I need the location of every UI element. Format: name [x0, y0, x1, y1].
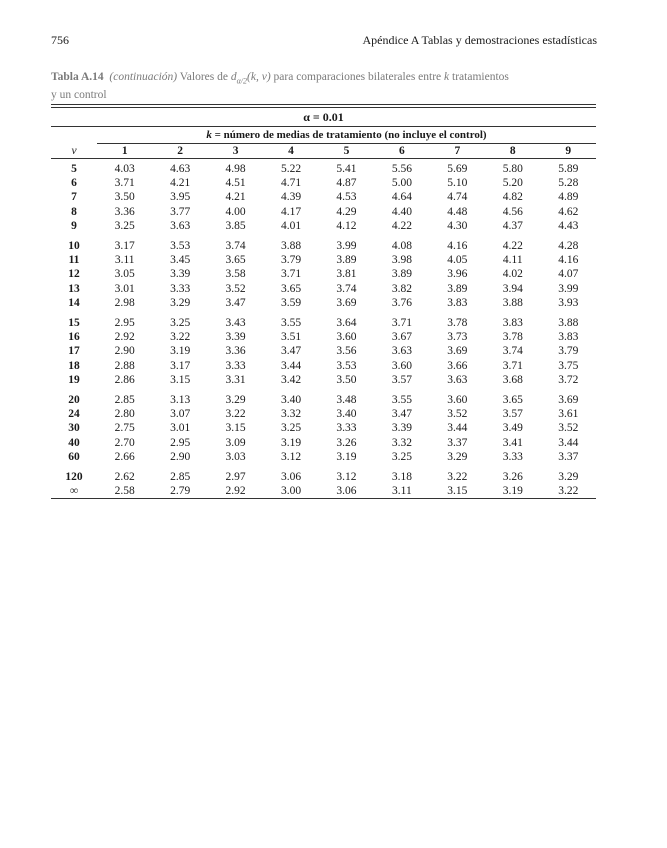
value-cell: 3.65	[225, 254, 246, 267]
row-nu-cell: 20	[68, 394, 80, 407]
value-cell: 3.19	[170, 345, 191, 358]
row-nu-cell: 6	[71, 177, 77, 190]
row-nu-cell: 11	[68, 254, 80, 267]
value-cell: 4.30	[447, 219, 468, 232]
value-cell: 3.44	[447, 422, 468, 435]
value-cell: 4.16	[447, 240, 468, 253]
value-cell: 3.33	[502, 450, 523, 463]
value-cell: 3.22	[225, 408, 246, 421]
values-grid	[51, 144, 596, 498]
value-cell: 3.13	[170, 394, 191, 407]
value-cell: 4.17	[280, 205, 302, 218]
value-cell: 3.01	[114, 282, 135, 295]
value-cell: 3.88	[558, 317, 579, 330]
value-cell: 3.94	[502, 282, 523, 295]
table-row	[51, 233, 596, 253]
value-cell: 3.50	[336, 373, 357, 386]
value-cell: 4.39	[280, 191, 302, 204]
value-cell: 3.95	[170, 191, 191, 204]
value-cell: 4.11	[502, 254, 523, 267]
value-cell: 3.60	[447, 394, 468, 407]
critical-values-table	[51, 104, 596, 499]
value-cell: 3.09	[225, 436, 246, 449]
value-cell: 2.97	[225, 471, 246, 484]
value-cell: 2.58	[114, 485, 135, 498]
value-cell: 3.59	[280, 296, 302, 309]
value-cell: 3.41	[502, 436, 523, 449]
value-cell: 3.45	[170, 254, 191, 267]
table-row	[51, 176, 596, 190]
value-cell: 3.12	[336, 471, 357, 484]
column-header: 9	[541, 144, 597, 159]
value-cell: 3.57	[502, 408, 523, 421]
caption-k-letter: k	[444, 71, 450, 83]
value-cell: 5.22	[280, 163, 302, 175]
value-cell: 3.85	[225, 219, 246, 232]
value-cell: 3.63	[447, 373, 468, 386]
value-cell: 5.69	[447, 163, 468, 175]
value-cell: 3.43	[225, 317, 246, 330]
table-row	[51, 436, 596, 450]
table-row	[51, 296, 596, 310]
value-cell: 3.55	[391, 394, 412, 407]
value-cell: 2.92	[114, 331, 135, 344]
value-cell: 2.92	[225, 485, 246, 498]
caption-symbol-args: (k, v)	[247, 71, 271, 83]
value-cell: 3.71	[502, 359, 523, 372]
value-cell: 3.89	[391, 268, 412, 281]
table-row	[51, 253, 596, 267]
value-cell: 3.11	[392, 485, 412, 498]
value-cell: 3.22	[170, 331, 191, 344]
running-head: Apéndice A Tablas y demostraciones estadísticas	[362, 33, 597, 47]
value-cell: 3.64	[336, 317, 357, 330]
column-header: 5	[319, 144, 374, 159]
row-nu-cell: 60	[68, 450, 80, 463]
value-cell: 3.39	[170, 268, 191, 281]
value-cell: 5.00	[391, 177, 412, 190]
value-cell: 3.49	[502, 422, 523, 435]
value-cell: 3.71	[114, 177, 135, 190]
caption-continuation: (continuación)	[109, 71, 178, 83]
value-cell: 3.74	[502, 345, 523, 358]
caption-label: Tabla A.14	[51, 71, 104, 83]
value-cell: 3.83	[558, 331, 579, 344]
value-cell: 4.16	[558, 254, 579, 267]
value-cell: 3.12	[280, 450, 302, 463]
column-header: 6	[374, 144, 429, 159]
value-cell: 2.95	[114, 317, 135, 330]
table-row	[51, 205, 596, 219]
caption-text-end: tratamientos	[449, 71, 509, 83]
value-cell: 3.52	[225, 282, 246, 295]
value-cell: 3.76	[391, 296, 412, 309]
row-nu-cell: 120	[65, 471, 83, 484]
value-cell: 3.47	[391, 408, 412, 421]
value-cell: 2.66	[114, 450, 135, 463]
value-cell: 3.25	[170, 317, 191, 330]
column-header: 7	[430, 144, 485, 159]
value-cell: 3.69	[336, 296, 357, 309]
value-cell: 3.82	[391, 282, 412, 295]
table-row	[51, 484, 596, 498]
value-cell: 4.40	[391, 205, 412, 218]
value-cell: 2.79	[170, 485, 191, 498]
value-cell: 3.22	[447, 471, 468, 484]
table-row	[51, 219, 596, 233]
value-cell: 2.90	[114, 345, 135, 358]
value-cell: 3.65	[502, 394, 523, 407]
value-cell: 5.89	[558, 163, 579, 175]
column-header: 2	[152, 144, 207, 159]
value-cell: 3.39	[391, 422, 412, 435]
value-cell: 4.89	[558, 191, 579, 204]
value-cell: 3.22	[558, 485, 579, 498]
value-cell: 3.06	[280, 471, 302, 484]
row-nu-cell: 10	[68, 240, 80, 253]
value-cell: 3.29	[170, 296, 191, 309]
value-cell: 5.41	[336, 163, 357, 175]
caption-text-before: Valores de	[179, 71, 231, 83]
value-cell: 3.06	[336, 485, 357, 498]
value-cell: 2.90	[170, 450, 191, 463]
value-cell: 4.29	[336, 205, 357, 218]
value-cell: 3.99	[558, 282, 579, 295]
value-cell: 3.44	[558, 436, 579, 449]
value-cell: 3.36	[225, 345, 246, 358]
value-cell: 3.75	[558, 359, 579, 372]
table-row	[51, 464, 596, 484]
value-cell: 3.26	[502, 471, 523, 484]
value-cell: 5.10	[447, 177, 468, 190]
value-cell: 4.05	[447, 254, 468, 267]
value-cell: 3.96	[447, 268, 468, 281]
value-cell: 4.21	[225, 191, 246, 204]
value-cell: 4.08	[391, 240, 412, 253]
table-row	[51, 421, 596, 435]
value-cell: 3.17	[170, 359, 191, 372]
value-cell: 4.07	[558, 268, 579, 281]
value-cell: 3.67	[391, 331, 412, 344]
value-cell: 3.05	[114, 268, 135, 281]
bottom-rule	[51, 498, 596, 499]
value-cell: 3.52	[558, 422, 579, 435]
row-nu-cell: 13	[68, 282, 80, 295]
value-cell: 3.53	[170, 240, 191, 253]
value-cell: 3.66	[447, 359, 468, 372]
row-nu-cell: 9	[71, 219, 77, 232]
caption-symbol-subscript: α/2	[236, 76, 248, 86]
value-cell: 3.68	[502, 373, 523, 386]
value-cell: 3.79	[280, 254, 302, 267]
value-cell: 3.98	[391, 254, 412, 267]
value-cell: 4.21	[170, 177, 191, 190]
value-cell: 4.01	[280, 219, 302, 232]
column-header: 4	[263, 144, 318, 159]
value-cell: 3.99	[336, 240, 357, 253]
row-nu-cell: 8	[71, 205, 77, 218]
table-row	[51, 282, 596, 296]
value-cell: 3.78	[502, 331, 523, 344]
value-cell: 2.75	[114, 422, 135, 435]
table-row	[51, 159, 596, 177]
table-row	[51, 450, 596, 464]
value-cell: 3.25	[280, 422, 302, 435]
row-nu-cell: 14	[68, 296, 80, 309]
value-cell: 3.63	[391, 345, 412, 358]
value-cell: 3.56	[336, 345, 357, 358]
table-row	[51, 330, 596, 344]
value-cell: 4.43	[558, 219, 579, 232]
row-nu-cell: 5	[71, 163, 77, 175]
column-header: 3	[208, 144, 263, 159]
value-cell: 4.22	[502, 240, 523, 253]
table-row	[51, 359, 596, 373]
value-cell: 3.83	[447, 296, 468, 309]
value-cell: 3.44	[280, 359, 302, 372]
value-cell: 3.57	[391, 373, 412, 386]
table-body	[51, 159, 596, 499]
value-cell: 3.19	[502, 485, 523, 498]
value-cell: 3.69	[447, 345, 468, 358]
value-cell: 3.89	[336, 254, 357, 267]
value-cell: 5.80	[502, 163, 523, 175]
k-header-var: k	[206, 129, 212, 141]
alpha-label: α = 0.01	[303, 110, 344, 124]
value-cell: 3.83	[502, 317, 523, 330]
value-cell: 4.03	[114, 163, 135, 175]
column-header: 1	[97, 144, 152, 159]
value-cell: 3.17	[114, 240, 135, 253]
value-cell: 3.29	[225, 394, 246, 407]
column-header-row	[51, 144, 596, 159]
row-nu-cell: 18	[68, 359, 80, 372]
value-cell: 3.69	[558, 394, 579, 407]
value-cell: 4.98	[225, 163, 246, 175]
value-cell: 3.40	[280, 394, 302, 407]
value-cell: 3.29	[447, 450, 468, 463]
value-cell: 3.71	[391, 317, 412, 330]
value-cell: 4.28	[558, 240, 579, 253]
caption-symbol-d: d	[230, 71, 237, 83]
value-cell: 2.86	[114, 373, 135, 386]
table-row	[51, 344, 596, 358]
value-cell: 2.62	[114, 471, 135, 484]
value-cell: 4.22	[391, 219, 412, 232]
value-cell: 3.77	[170, 205, 191, 218]
table-row	[51, 387, 596, 407]
value-cell: 4.62	[558, 205, 579, 218]
value-cell: 3.07	[170, 408, 191, 421]
k-header-text: = número de medias de tratamiento (no incluye el control)	[211, 129, 487, 141]
value-cell: 3.63	[170, 219, 191, 232]
value-cell: 3.88	[280, 240, 302, 253]
value-cell: 3.79	[558, 345, 579, 358]
row-nu-cell: 15	[68, 317, 80, 330]
value-cell: 4.37	[502, 219, 523, 232]
row-nu-cell: 7	[71, 191, 77, 204]
value-cell: 3.19	[336, 450, 357, 463]
table-row	[51, 373, 596, 387]
value-cell: 2.98	[114, 296, 135, 309]
row-nu-cell: ∞	[69, 485, 79, 498]
value-cell: 3.51	[280, 331, 302, 344]
value-cell: 3.00	[280, 485, 302, 498]
value-cell: 3.47	[225, 296, 246, 309]
value-cell: 3.37	[447, 436, 468, 449]
value-cell: 4.64	[391, 191, 412, 204]
caption-line2: y un control	[51, 89, 107, 102]
value-cell: 3.47	[280, 345, 302, 358]
value-cell: 4.48	[447, 205, 468, 218]
value-cell: 4.74	[447, 191, 468, 204]
value-cell: 3.65	[280, 282, 302, 295]
value-cell: 3.15	[447, 485, 468, 498]
value-cell: 2.88	[114, 359, 135, 372]
table-row	[51, 310, 596, 330]
row-nu-cell: 24	[68, 408, 80, 421]
value-cell: 3.32	[391, 436, 412, 449]
value-cell: 3.37	[558, 450, 579, 463]
row-nu-cell: 16	[68, 331, 80, 344]
row-nu-cell: 30	[68, 422, 80, 435]
value-cell: 3.33	[336, 422, 357, 435]
value-cell: 4.56	[502, 205, 523, 218]
value-cell: 4.53	[336, 191, 357, 204]
value-cell: 2.85	[170, 471, 191, 484]
value-cell: 3.78	[447, 317, 468, 330]
value-cell: 3.48	[336, 394, 357, 407]
value-cell: 3.39	[225, 331, 246, 344]
value-cell: 3.93	[558, 296, 579, 309]
table-row	[51, 190, 596, 204]
nu-column-header: v	[51, 144, 97, 159]
k-header	[97, 127, 596, 143]
value-cell: 3.03	[225, 450, 246, 463]
value-cell: 2.70	[114, 436, 135, 449]
value-cell: 3.52	[447, 408, 468, 421]
caption-text-after: para comparaciones bilaterales entre	[270, 71, 445, 83]
value-cell: 3.55	[280, 317, 302, 330]
value-cell: 3.74	[336, 282, 357, 295]
value-cell: 4.82	[502, 191, 523, 204]
value-cell: 3.72	[558, 373, 579, 386]
value-cell: 5.20	[502, 177, 523, 190]
value-cell: 3.89	[447, 282, 468, 295]
value-cell: 3.33	[170, 282, 191, 295]
value-cell: 3.26	[336, 436, 357, 449]
value-cell: 3.53	[336, 359, 357, 372]
value-cell: 3.50	[114, 191, 135, 204]
value-cell: 5.28	[558, 177, 579, 190]
value-cell: 5.56	[391, 163, 412, 175]
table-row	[51, 407, 596, 421]
value-cell: 3.60	[391, 359, 412, 372]
row-nu-cell: 19	[68, 373, 80, 386]
value-cell: 3.11	[114, 254, 135, 267]
value-cell: 3.32	[280, 408, 302, 421]
value-cell: 3.29	[558, 471, 579, 484]
column-header: 8	[485, 144, 540, 159]
value-cell: 3.40	[336, 408, 357, 421]
row-nu-cell: 40	[68, 436, 80, 449]
value-cell: 3.36	[114, 205, 135, 218]
value-cell: 3.18	[391, 471, 412, 484]
value-cell: 3.88	[502, 296, 523, 309]
value-cell: 3.61	[558, 408, 579, 421]
value-cell: 3.25	[391, 450, 412, 463]
value-cell: 3.01	[170, 422, 191, 435]
value-cell: 4.87	[336, 177, 357, 190]
value-cell: 4.12	[336, 219, 357, 232]
value-cell: 3.19	[280, 436, 302, 449]
value-cell: 3.15	[170, 373, 191, 386]
value-cell: 3.33	[225, 359, 246, 372]
value-cell: 3.81	[336, 268, 357, 281]
page-number: 756	[51, 33, 69, 47]
row-nu-cell: 17	[68, 345, 80, 358]
value-cell: 3.71	[280, 268, 302, 281]
value-cell: 3.58	[225, 268, 246, 281]
value-cell: 3.74	[225, 240, 246, 253]
table-row	[51, 267, 596, 281]
value-cell: 3.42	[280, 373, 302, 386]
value-cell: 4.71	[280, 177, 302, 190]
value-cell: 4.63	[170, 163, 191, 175]
row-nu-cell: 12	[68, 268, 80, 281]
value-cell: 3.15	[225, 422, 246, 435]
value-cell: 4.00	[225, 205, 246, 218]
value-cell: 4.02	[502, 268, 523, 281]
value-cell: 2.95	[170, 436, 191, 449]
value-cell: 4.51	[225, 177, 246, 190]
value-cell: 2.85	[114, 394, 135, 407]
value-cell: 3.60	[336, 331, 357, 344]
value-cell: 2.80	[114, 408, 135, 421]
value-cell: 3.31	[225, 373, 246, 386]
value-cell: 3.25	[114, 219, 135, 232]
value-cell: 3.73	[447, 331, 468, 344]
table-caption	[51, 70, 596, 103]
